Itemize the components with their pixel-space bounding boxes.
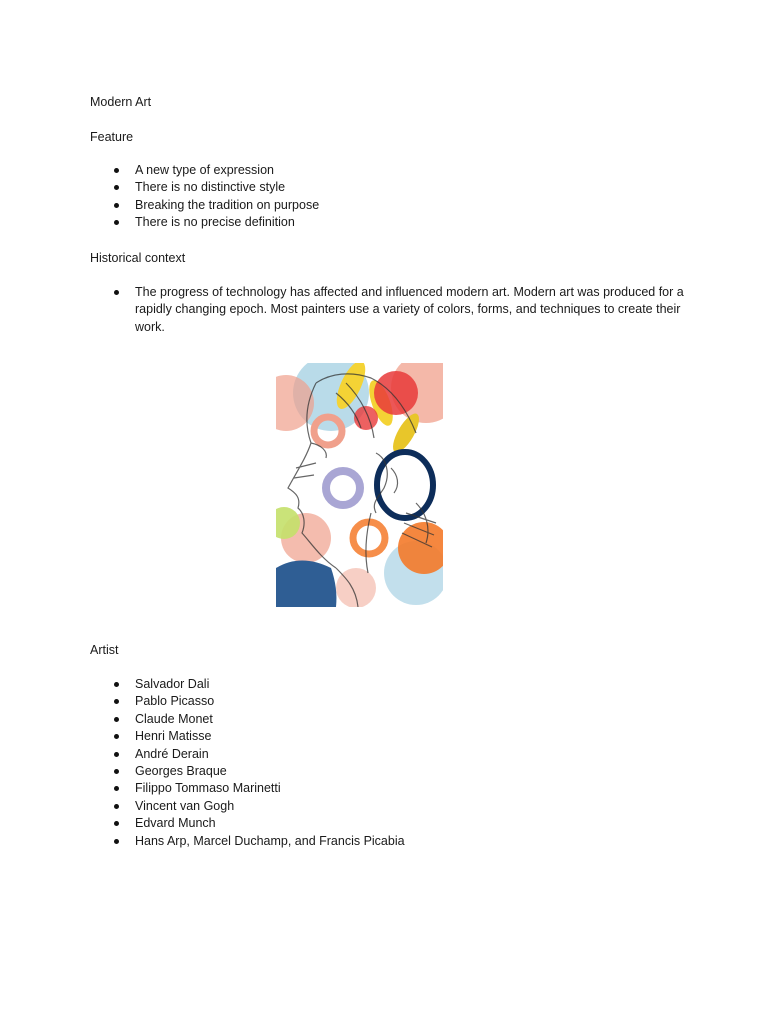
bullet-icon xyxy=(114,290,119,295)
artist-list xyxy=(90,676,680,850)
bullet-icon xyxy=(114,699,119,704)
bullet-icon xyxy=(114,769,119,774)
list-item-text: Breaking the tradition on purpose xyxy=(135,197,320,212)
list-item xyxy=(90,693,680,710)
list-item xyxy=(90,179,680,196)
bullet-icon xyxy=(114,804,119,809)
list-item-text: André Derain xyxy=(135,746,209,761)
list-item-text: Filippo Tommaso Marinetti xyxy=(135,781,281,796)
list-item xyxy=(90,746,680,763)
bullet-icon xyxy=(114,220,119,225)
list-item-text: Pablo Picasso xyxy=(135,694,215,709)
list-item xyxy=(90,711,680,728)
list-item-text: There is no distinctive style xyxy=(135,180,286,195)
list-item-text: The progress of technology has affected and influenced modern art. Modern art was produced for a rapidly changing epoch. Most painters use a variety of colors, forms, and techniques to create their work. xyxy=(135,285,684,334)
bullet-icon xyxy=(114,734,119,739)
list-item xyxy=(90,162,680,179)
artist-heading: Artist xyxy=(90,643,119,657)
list-item xyxy=(90,728,680,745)
bullet-icon xyxy=(114,168,119,173)
list-item-text: Salvador Dali xyxy=(135,677,210,691)
list-item-text: A new type of expression xyxy=(135,163,274,177)
list-item xyxy=(90,833,680,850)
document-title: Modern Art xyxy=(90,95,152,109)
feature-list xyxy=(90,162,680,232)
list-item-text: Edvard Munch xyxy=(135,816,216,831)
list-item xyxy=(90,780,680,797)
list-item-text: Claude Monet xyxy=(135,711,213,726)
list-item xyxy=(90,284,685,336)
list-item-text: Vincent van Gogh xyxy=(135,798,235,813)
historical-context-heading: Historical context xyxy=(90,251,186,265)
list-item xyxy=(90,197,680,214)
bullet-icon xyxy=(114,821,119,826)
bullet-icon xyxy=(114,203,119,208)
list-item xyxy=(90,676,680,693)
list-item-text: Georges Braque xyxy=(135,764,227,779)
list-item-text: There is no precise definition xyxy=(135,215,295,230)
list-item xyxy=(90,798,680,815)
bullet-icon xyxy=(114,717,119,722)
bullet-icon xyxy=(114,752,119,757)
bullet-icon xyxy=(114,682,119,687)
feature-heading: Feature xyxy=(90,130,134,144)
bullet-icon xyxy=(114,185,119,190)
bullet-icon xyxy=(114,786,119,791)
modern-art-illustration xyxy=(276,363,443,607)
list-item-text: Hans Arp, Marcel Duchamp, and Francis Picabia xyxy=(135,833,405,848)
bullet-icon xyxy=(114,839,119,844)
list-item xyxy=(90,214,680,231)
list-item xyxy=(90,763,680,780)
historical-context-list xyxy=(90,284,685,336)
list-item xyxy=(90,815,680,832)
list-item-text: Henri Matisse xyxy=(135,729,212,744)
